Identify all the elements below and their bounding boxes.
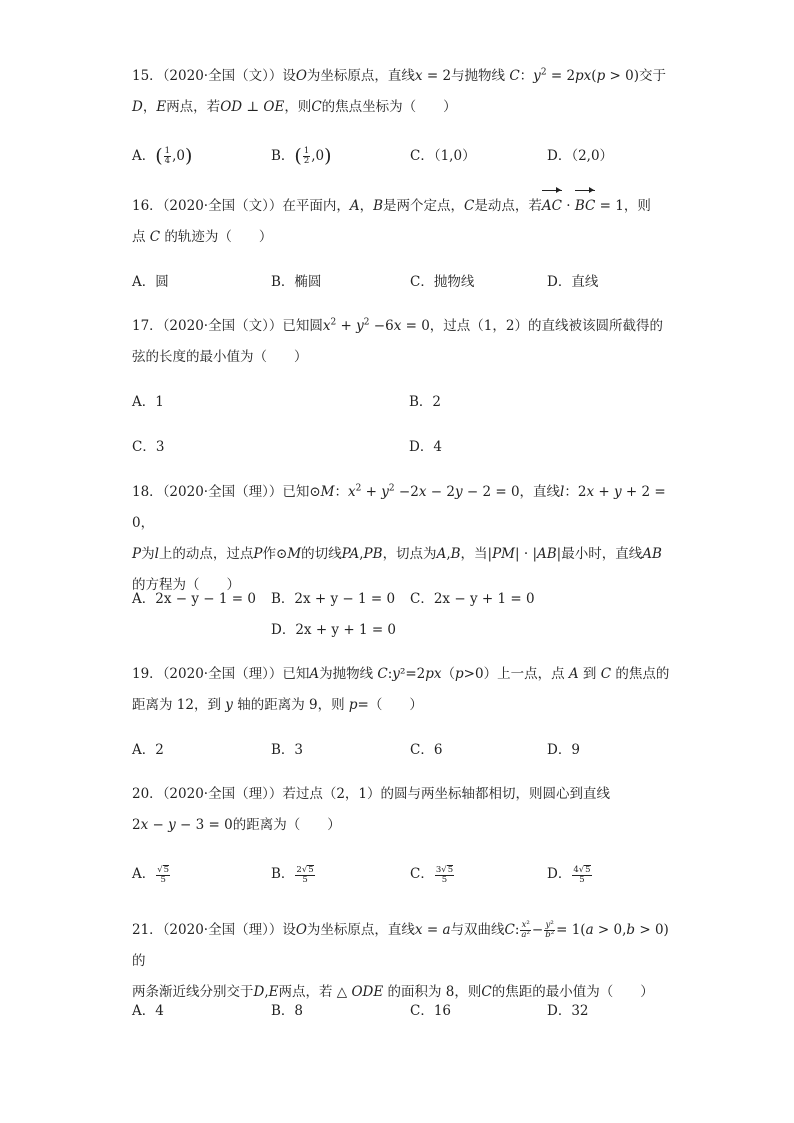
option-a[interactable]: A．1 (132, 394, 164, 410)
question-17-line-2: 弦的长度的最小值为（ ） (132, 349, 308, 365)
option-b[interactable]: B．2x + y − 1 = 0 (271, 591, 396, 607)
option-d[interactable]: D．32 (547, 1003, 589, 1019)
question-20-stem (132, 779, 672, 841)
question-19-line-2: 距离为 12，到 y 轴的距离为 9，则 p=（ ） (132, 697, 423, 713)
option-d[interactable]: D．2x + y + 1 = 0 (271, 622, 397, 638)
option-a[interactable]: A．2 (132, 742, 164, 758)
option-d[interactable]: D．（2,0） (547, 148, 614, 164)
question-18-options-row-1 (132, 587, 672, 613)
question-18-options-row-2 (132, 618, 672, 644)
option-d[interactable]: D． $\frac{4√5}{5}$ (547, 864, 591, 885)
question-15-line-1: 15．（2020·全国（文））设O为坐标原点，直线x = 2与抛物线 C：$y^2 = 2px(p > 0)$交于 (132, 67, 666, 84)
question-18-line-2: P为l上的动点，过点P作⊙M的切线PA,PB，切点为A,B，当|PM| · |AB|最小时，直线AB (132, 546, 662, 562)
option-c[interactable]: C．16 (410, 1003, 452, 1019)
option-a[interactable]: A．( $\frac{1}{4}$ ,0) (132, 145, 193, 167)
question-20-line-1: 20．（2020·全国（理））若过点（2，1）的圆与两坐标轴都相切，则圆心到直线 (132, 786, 611, 802)
question-18-line-3: 的方程为（ ） (132, 577, 240, 593)
question-19-options (132, 738, 672, 764)
option-d[interactable]: D．直线 (547, 274, 599, 290)
option-b[interactable]: B． $\frac{2√5}{5}$ (271, 864, 314, 885)
option-b[interactable]: B．2 (409, 394, 442, 410)
option-b[interactable]: B．( $\frac{1}{2}$ ,0) (271, 145, 332, 167)
question-16-line-1: 16．（2020·全国（文））在平面内，A，B是两个定点，C是动点，若AC · BC = 1，则 (132, 191, 672, 222)
option-a[interactable]: A．圆 (132, 274, 169, 290)
option-c[interactable]: C．6 (410, 742, 443, 758)
option-d[interactable]: D．4 (409, 439, 442, 455)
question-15-options (132, 144, 672, 170)
question-19-line-1: 19．（2020·全国（理））已知A为抛物线 C:y²=2px（p>0）上一点，点 A 到 C 的焦点的 (132, 666, 670, 682)
question-21-stem (132, 915, 672, 1008)
option-c[interactable]: C．（1,0） (410, 148, 476, 164)
option-c[interactable]: C．3 (132, 439, 165, 455)
option-d[interactable]: D．9 (547, 742, 580, 758)
question-17-options-row-2 (132, 435, 672, 461)
question-21-line-1: 21．（2020·全国（理））设O为坐标原点，直线x = a与双曲线C: $\frac{\text{x²}}{\text{a²}}$ − $\frac{\text{y²}}{\text{b²}}$ = 1(a > 0,b > 0)的 (132, 920, 669, 969)
question-15-line-2: D，E两点，若OD ⊥ OE，则C的焦点坐标为（ ） (132, 99, 457, 115)
question-20-options (132, 862, 672, 888)
question-18-line-1: 18．（2020·全国（理））已知⊙M：$x^2 + y^2 -2x - 2y - 2 = 0$，直线l：2x + y + 2 = 0， (132, 483, 666, 531)
option-b[interactable]: B．8 (271, 1003, 304, 1019)
question-19-stem (132, 659, 672, 721)
option-c[interactable]: C．抛物线 (410, 274, 475, 290)
option-a[interactable]: A． $\frac{√5}{5}$ (132, 864, 170, 885)
question-17-stem (132, 311, 672, 373)
option-b[interactable]: B．3 (271, 742, 304, 758)
question-17-options-row-1 (132, 390, 672, 416)
question-16-line-2: 点 C 的轨迹为（ ） (132, 229, 273, 245)
question-17-line-1: 17．（2020·全国（文））已知圆$x^2 + y^2 -6x = 0$，过点（1，2）的直线被该圆所截得的 (132, 317, 663, 334)
question-20-line-2: 2x − y − 3 = 0的距离为（ ） (132, 817, 341, 833)
question-16-stem (132, 191, 672, 253)
option-a[interactable]: A．2x − y − 1 = 0 (132, 591, 256, 607)
question-15-stem (132, 61, 672, 123)
question-18-stem (132, 477, 672, 601)
option-c[interactable]: C． $\frac{3√5}{5}$ (410, 864, 454, 885)
option-c[interactable]: C．2x − y + 1 = 0 (410, 591, 535, 607)
question-16-options (132, 270, 672, 296)
option-a[interactable]: A．4 (132, 1003, 164, 1019)
question-21-line-2: 两条渐近线分别交于D,E两点，若 △ ODE 的面积为 8，则C的焦距的最小值为（ ） (132, 984, 654, 1000)
question-21-options (132, 999, 672, 1025)
option-b[interactable]: B．椭圆 (271, 274, 322, 290)
